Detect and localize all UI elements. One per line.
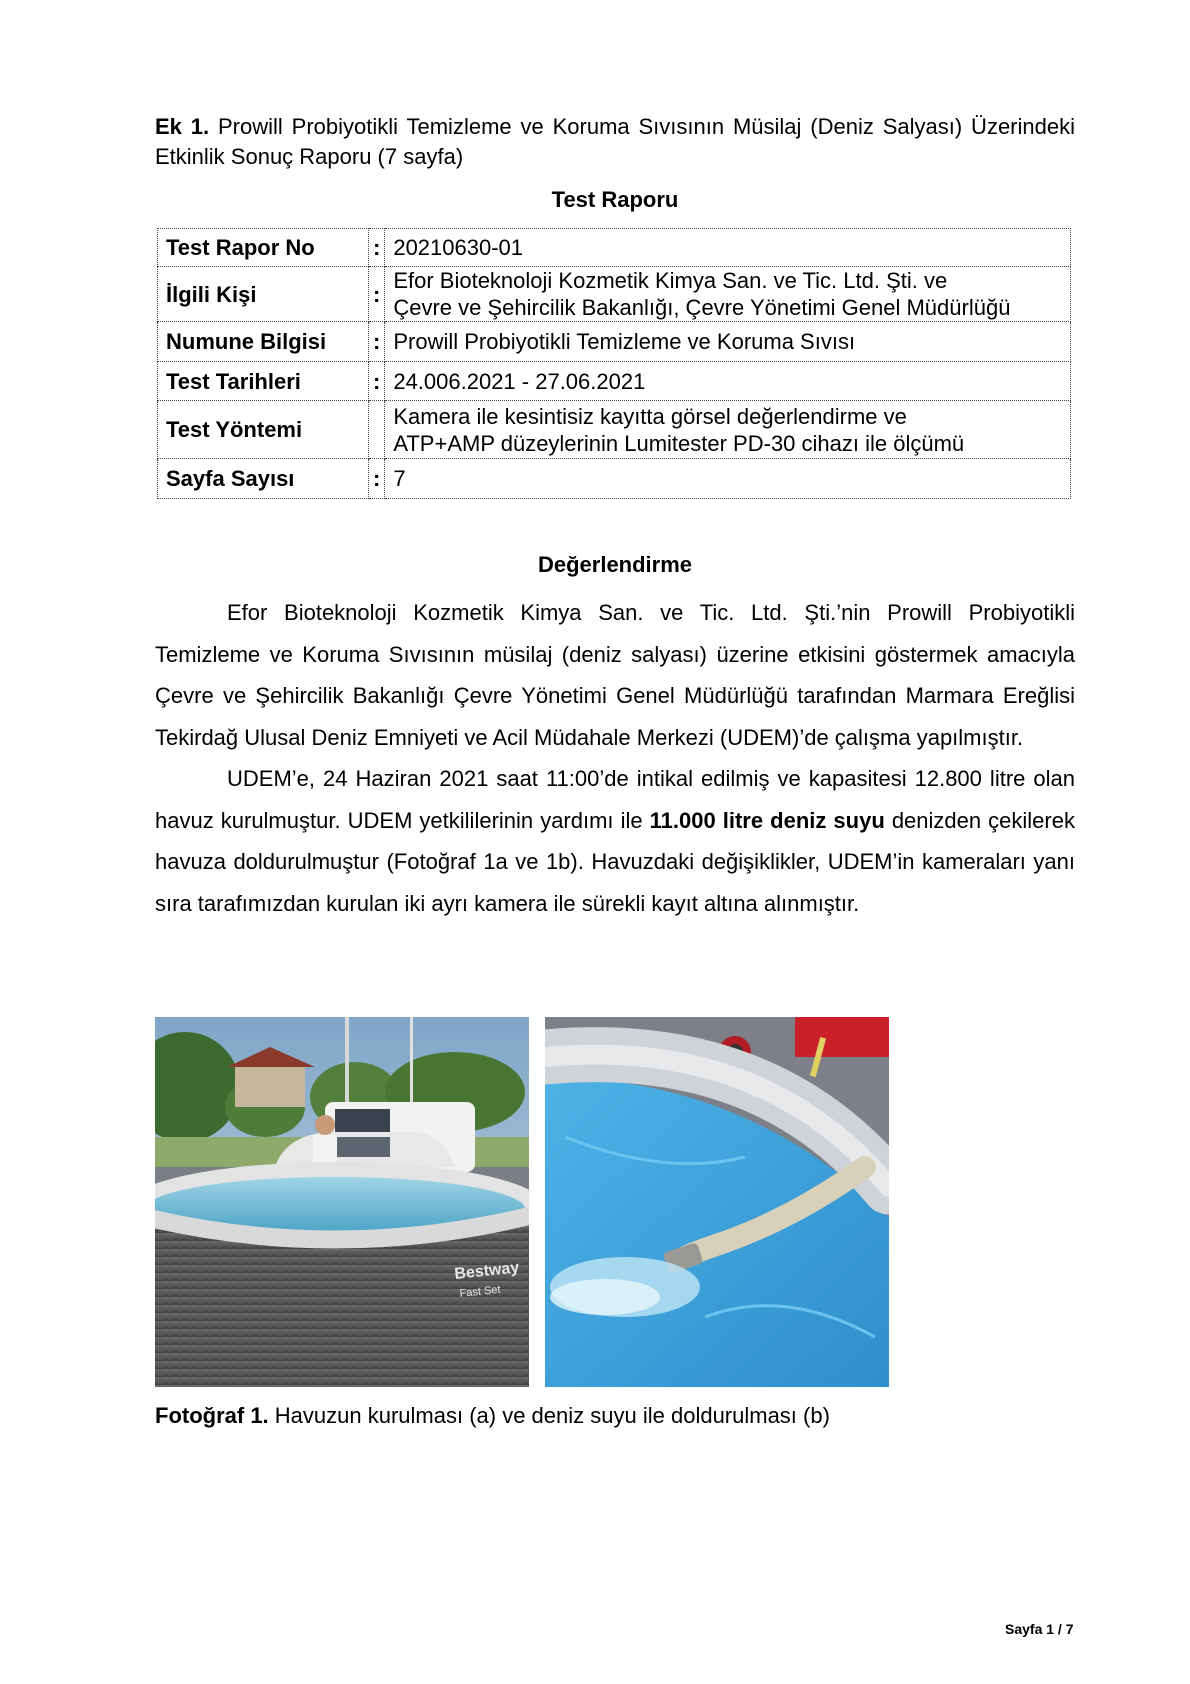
pool-brand: Bestway [453,1259,520,1283]
paragraph-text: denizden çekilerek havuza doldurulmuştur (Fotoğraf 1a ve 1b). Havuzdaki değişiklikler, UDEM’in kameraları yanı sıra tarafımızdan kurulan iki ayrı kamera ile sürekli kayıt altına alınmıştır. [155,807,1075,916]
table-row [158,267,1071,322]
evaluation-body [155,592,1075,924]
table-row [158,362,1071,401]
row-value: Prowill Probiyotikli Temizleme ve Koruma Sıvısı [385,322,1071,362]
row-separator: : [369,459,385,499]
paragraph: Efor Bioteknoloji Kozmetik Kimya San. ve Tic. Ltd. Şti.’nin Prowill Probiyotikli Temizleme ve Koruma Sıvısının müsilaj (deniz salyası) üzerine etkisini göstermek amacıyla Çevre ve Şehircilik Bakanlığı Çevre Yönetimi Genel Müdürlüğü tarafından Marmara Ereğlisi Tekirdağ Ulusal Deniz Emniyeti ve Acil Müdahale Merkezi (UDEM)’de çalışma yapılmıştır. [155,600,1075,750]
pool-filling-image [545,1017,889,1387]
row-value-line: Efor Bioteknoloji Kozmetik Kimya San. ve Tic. Ltd. Şti. ve [393,268,948,293]
row-value-line: ATP+AMP düzeylerinin Lumitester PD-30 cihazı ile ölçümü [393,430,965,456]
photo-pool-setup [155,1017,529,1387]
page-number: Sayfa 1 / 7 [1005,1621,1074,1637]
paragraph [155,758,1075,924]
photo-pool-filling [545,1017,889,1387]
row-label: Test Rapor No [158,229,369,267]
row-label: Sayfa Sayısı [158,459,369,499]
table-row [158,459,1071,499]
appendix-title: Prowill Probiyotikli Temizleme ve Koruma Sıvısının Müsilaj (Deniz Salyası) Üzerindeki Etkinlik Sonuç Raporu (7 sayfa) [155,114,1075,169]
report-info-table [157,228,1071,499]
row-value-line: Kamera ile kesintisiz kayıtta görsel değerlendirme ve [393,403,907,429]
caption-label: Fotoğraf 1. [155,1403,269,1428]
row-separator: : [369,267,385,322]
appendix-heading [155,112,1075,172]
row-label: İlgili Kişi [158,267,369,322]
paragraph-bold-text: 11.000 litre deniz suyu [649,807,885,833]
table-row [158,401,1071,459]
row-value: 20210630-01 [385,229,1071,267]
caption-text: Havuzun kurulması (a) ve deniz suyu ile doldurulması (b) [274,1403,830,1428]
row-label: Numune Bilgisi [158,322,369,362]
row-separator: : [369,322,385,362]
row-separator: : [369,229,385,267]
paragraph-text: UDEM’e, 24 Haziran 2021 saat 11:00’de intikal edilmiş ve kapasitesi 12.800 litre olan havuz kurulmuştur. UDEM yetkililerinin yardımı ile [155,766,1075,833]
row-separator [369,401,385,459]
table-row [158,322,1071,362]
row-label: Test Tarihleri [158,362,369,401]
row-separator: : [369,362,385,401]
row-value [385,267,1071,322]
row-value [385,401,1071,459]
row-value: 24.006.2021 - 27.06.2021 [385,362,1071,401]
photo-caption [155,1403,830,1429]
row-label: Test Yöntemi [158,401,369,459]
table-row [158,229,1071,267]
pool-setup-image [155,1017,529,1387]
row-value-line: Çevre ve Şehircilik Bakanlığı, Çevre Yönetimi Genel Müdürlüğü [393,295,1011,320]
appendix-label: Ek 1. [155,114,210,139]
evaluation-title: Değerlendirme [537,552,693,577]
report-title: Test Raporu [551,187,679,212]
row-value: 7 [385,459,1071,499]
pool-model: Fast Set [459,1283,502,1300]
